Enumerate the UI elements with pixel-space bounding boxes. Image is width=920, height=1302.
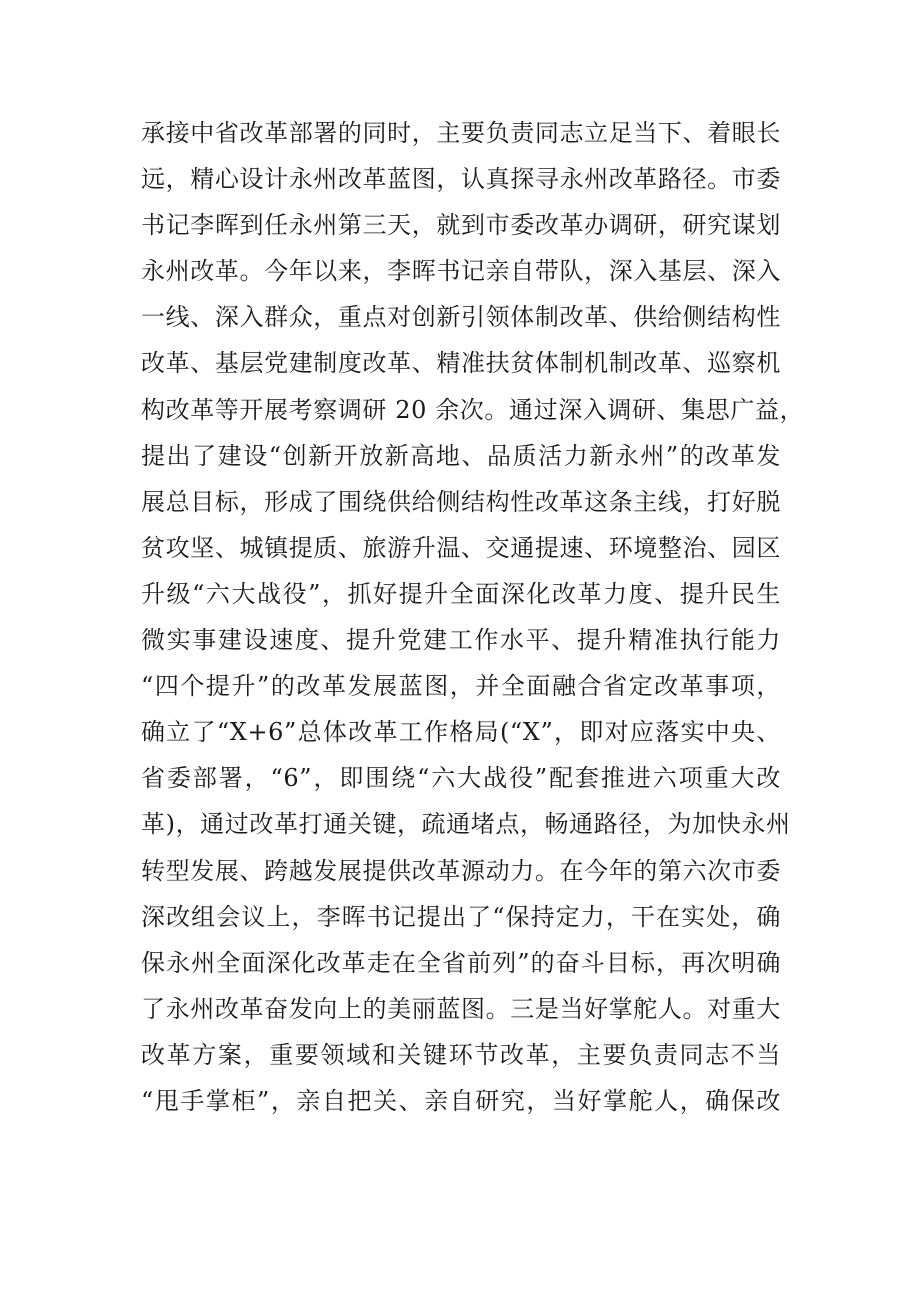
text-line: 书记李晖到任永州第三天，就到市委改革办调研，研究谋划 <box>141 211 781 240</box>
text-line: 展总目标，形成了围绕供给侧结构性改革这条主线，打好脱 <box>141 487 781 516</box>
text-line: “甩手掌柜”，亲自把关、亲自研究，当好掌舵人，确保改 <box>141 1086 781 1115</box>
text-line: 革)，通过改革打通关键，疏通堵点，畅通路径，为加快永州 <box>141 810 791 839</box>
text-line: 改革、基层党建制度改革、精准扶贫体制机制改革、巡察机 <box>141 349 781 378</box>
text-line: 微实事建设速度、提升党建工作水平、提升精准执行能力 <box>141 626 781 655</box>
body-paragraph <box>141 110 805 1124</box>
text-line: 承接中省改革部署的同时，主要负责同志立足当下、着眼长 <box>141 119 781 147</box>
text-line: 构改革等开展考察调研 20 余次。通过深入调研、集思广益， <box>141 395 805 424</box>
text-line: 保永州全面深化改革走在全省前列”的奋斗目标，再次明确 <box>141 948 781 977</box>
text-line: 远，精心设计永州改革蓝图，认真探寻永州改革路径。市委 <box>141 165 781 194</box>
text-line: 省委部署，“6”，即围绕“六大战役”配套推进六项重大改 <box>141 764 781 793</box>
text-line: 升级“六大战役”，抓好提升全面深化改革力度、提升民生 <box>141 579 781 608</box>
text-line: 永州改革。今年以来，李晖书记亲自带队，深入基层、深入 <box>141 257 781 286</box>
text-line: 了永州改革奋发向上的美丽蓝图。三是当好掌舵人。对重大 <box>141 994 781 1023</box>
text-line: “四个提升”的改革发展蓝图，并全面融合省定改革事项， <box>141 672 781 701</box>
text-line: 转型发展、跨越发展提供改革源动力。在今年的第六次市委 <box>141 856 781 885</box>
text-line: 确立了“X+6”总体改革工作格局(“X”，即对应落实中央、 <box>141 718 781 747</box>
text-line: 提出了建设“创新开放新高地、品质活力新永州”的改革发 <box>141 441 781 470</box>
text-line: 一线、深入群众，重点对创新引领体制改革、供给侧结构性 <box>141 303 781 332</box>
text-line: 改革方案，重要领域和关键环节改革，主要负责同志不当 <box>141 1040 781 1069</box>
text-line: 深改组会议上，李晖书记提出了“保持定力，干在实处，确 <box>141 902 781 931</box>
text-line: 贫攻坚、城镇提质、旅游升温、交通提速、环境整治、园区 <box>141 533 781 562</box>
